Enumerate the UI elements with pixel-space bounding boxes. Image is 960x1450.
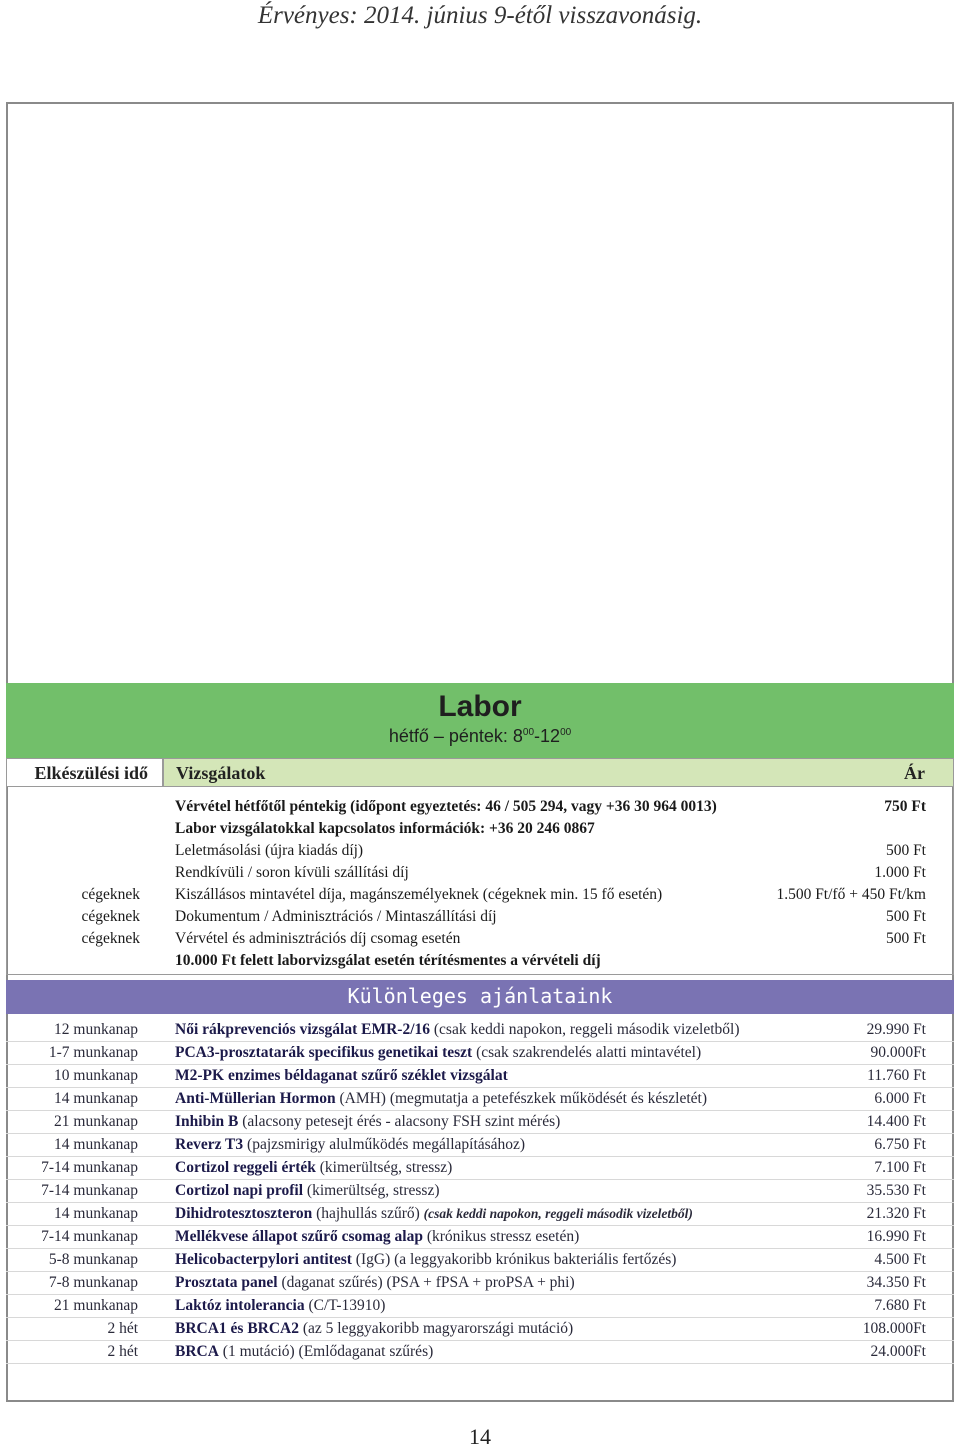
service-description: 10.000 Ft felett laborvizsgálat esetén térítésmentes a vérvételi díj	[175, 952, 601, 969]
offer-price: 29.990 Ft	[866, 1021, 926, 1038]
offer-row	[6, 1249, 954, 1272]
offer-description	[175, 1065, 508, 1087]
offer-detail: (1 mutáció) (Emlődaganat szűrés)	[218, 1343, 434, 1360]
offer-name: Helicobacterpylori antitest	[175, 1251, 352, 1268]
offer-name: Laktóz intolerancia	[175, 1297, 305, 1314]
service-row	[0, 818, 960, 840]
offer-detail: (csak szakrendelés alatti mintavétel)	[472, 1044, 702, 1061]
offer-row	[6, 1272, 954, 1295]
offer-name: Dihidrotesztoszteron	[175, 1205, 313, 1222]
offer-row	[6, 1088, 954, 1111]
service-row	[0, 950, 960, 972]
offer-description	[175, 1088, 707, 1110]
header-time: Elkészülési idő	[6, 758, 163, 787]
offer-row	[6, 1226, 954, 1249]
offer-turnaround: 2 hét	[107, 1343, 138, 1360]
service-description: Leletmásolási (újra kiadás díj)	[175, 842, 364, 859]
offer-description	[175, 1157, 452, 1179]
service-row	[0, 884, 960, 906]
offer-row	[6, 1065, 954, 1088]
offer-name: BRCA	[175, 1343, 219, 1360]
service-price: 750 Ft	[884, 798, 926, 815]
offer-name: Cortizol napi profil	[175, 1182, 304, 1199]
offer-detail: (alacsony petesejt érés - alacsony FSH szint mérés)	[238, 1113, 561, 1130]
offer-turnaround: 14 munkanap	[54, 1090, 138, 1107]
offer-detail: (az 5 leggyakoribb magyarországi mutáció)	[299, 1320, 574, 1337]
offer-price: 90.000Ft	[870, 1044, 926, 1061]
offer-row	[6, 1180, 954, 1203]
offer-detail: (hajhullás szűrő)	[312, 1205, 424, 1222]
offer-turnaround: 21 munkanap	[54, 1297, 138, 1314]
offer-name: Prosztata panel	[175, 1274, 278, 1291]
special-offers-list	[6, 1019, 954, 1364]
offer-price: 24.000Ft	[870, 1343, 926, 1360]
offer-row	[6, 1341, 954, 1364]
offer-note: (csak keddi napokon, reggeli második vizeletből)	[423, 1206, 693, 1221]
service-description: Vérvétel hétfőtől péntekig (időpont egyeztetés: 46 / 505 294, vagy +36 30 964 0013)	[175, 798, 717, 815]
service-price: 500 Ft	[885, 842, 926, 859]
service-audience: cégeknek	[81, 886, 140, 903]
offer-description	[175, 1295, 385, 1317]
offer-turnaround: 14 munkanap	[54, 1136, 138, 1153]
table-header	[6, 758, 954, 787]
offer-price: 4.500 Ft	[874, 1251, 926, 1268]
offer-description	[175, 1111, 560, 1133]
offer-description	[175, 1272, 575, 1294]
service-description: Kiszállásos mintavétel díja, magánszemélyeknek (cégeknek min. 15 fő esetén)	[175, 886, 663, 903]
offer-price: 108.000Ft	[862, 1320, 926, 1337]
offer-name: Inhibin B	[175, 1113, 239, 1130]
offer-turnaround: 7-8 munkanap	[48, 1274, 138, 1291]
offer-detail: (IgG) (a leggyakoribb krónikus bakteriális fertőzés)	[351, 1251, 677, 1268]
offer-price: 14.400 Ft	[866, 1113, 926, 1130]
offer-price: 16.990 Ft	[866, 1228, 926, 1245]
offer-price: 11.760 Ft	[867, 1067, 926, 1084]
offer-turnaround: 2 hét	[107, 1320, 138, 1337]
header-tests-cell	[163, 758, 954, 787]
offer-detail: (kimerültség, stressz)	[315, 1159, 453, 1176]
service-price: 500 Ft	[885, 930, 926, 947]
header-tests: Vizsgálatok	[176, 763, 266, 783]
offer-name: BRCA1 és BRCA2	[175, 1320, 299, 1337]
service-row	[0, 840, 960, 862]
offer-description	[175, 1019, 740, 1041]
offer-description	[175, 1226, 579, 1248]
offer-price: 34.350 Ft	[866, 1274, 926, 1291]
service-audience: cégeknek	[81, 908, 140, 925]
offer-price: 7.680 Ft	[874, 1297, 926, 1314]
special-offers-title: Különleges ajánlataink	[347, 984, 613, 1008]
page-number: 14	[469, 1424, 491, 1449]
offer-detail: (kimerültség, stressz)	[303, 1182, 440, 1199]
offer-description	[175, 1042, 701, 1064]
offer-detail: (C/T-13910)	[304, 1297, 386, 1314]
service-row	[0, 796, 960, 818]
offer-description	[175, 1318, 573, 1340]
offer-turnaround: 7-14 munkanap	[41, 1159, 138, 1176]
offer-turnaround: 10 munkanap	[54, 1067, 138, 1084]
offer-price: 21.320 Ft	[866, 1205, 926, 1222]
offer-turnaround: 21 munkanap	[54, 1113, 138, 1130]
offer-description	[175, 1249, 676, 1271]
offer-price: 7.100 Ft	[874, 1159, 926, 1176]
service-row	[0, 862, 960, 884]
service-description: Dokumentum / Adminisztrációs / Mintaszállítási díj	[175, 908, 497, 925]
offer-name: Mellékvese állapot szűrő csomag alap	[175, 1228, 423, 1245]
offer-row	[6, 1111, 954, 1134]
offer-turnaround: 7-14 munkanap	[41, 1228, 138, 1245]
offer-name: Anti-Müllerian Hormon	[175, 1090, 336, 1107]
offer-detail: (AMH) (megmutatja a petefészkek működését és készletét)	[335, 1090, 708, 1107]
offer-name: Női rákprevenciós vizsgálat EMR-2/16	[175, 1021, 431, 1038]
offer-row	[6, 1157, 954, 1180]
service-price: 500 Ft	[885, 908, 926, 925]
labor-title: Labor	[438, 690, 522, 723]
service-description: Labor vizsgálatokkal kapcsolatos információk: +36 20 246 0867	[175, 820, 595, 837]
offer-name: PCA3-prosztatarák specifikus genetikai teszt	[175, 1044, 473, 1061]
service-description: Rendkívüli / soron kívüli szállítási díj	[175, 864, 409, 881]
offer-description	[175, 1203, 693, 1225]
offer-turnaround: 7-14 munkanap	[41, 1182, 138, 1199]
validity-note: Érvényes: 2014. június 9-étől visszavonásig.	[257, 2, 703, 29]
service-row	[0, 906, 960, 928]
offer-row	[6, 1318, 954, 1341]
offer-price: 6.000 Ft	[874, 1090, 926, 1107]
offer-turnaround: 1-7 munkanap	[48, 1044, 138, 1061]
offer-turnaround: 5-8 munkanap	[48, 1251, 138, 1268]
header-price: Ár	[904, 763, 925, 783]
offer-row	[6, 1295, 954, 1318]
service-row	[0, 928, 960, 950]
offer-detail: (csak keddi napokon, reggeli második vizeletből)	[430, 1021, 740, 1038]
service-price: 1.500 Ft/fő + 450 Ft/km	[776, 886, 926, 903]
offer-turnaround: 12 munkanap	[54, 1021, 138, 1038]
service-audience: cégeknek	[81, 930, 140, 947]
offer-row	[6, 1134, 954, 1157]
offer-description	[175, 1341, 433, 1363]
offer-detail: (daganat szűrés) (PSA + fPSA + proPSA + phi)	[277, 1274, 575, 1291]
offer-price: 35.530 Ft	[866, 1182, 926, 1199]
opening-hours: hétfő – péntek: $8^{00}-12^{00}$	[388, 726, 572, 746]
offer-row	[6, 1203, 954, 1226]
service-price: 1.000 Ft	[874, 864, 926, 881]
offer-description	[175, 1134, 525, 1156]
offer-name: Reverz T3	[175, 1136, 244, 1153]
offer-row	[6, 1042, 954, 1065]
offer-description	[175, 1180, 439, 1202]
offer-row	[6, 1019, 954, 1042]
offer-name: M2-PK enzimes béldaganat szűrő széklet vizsgálat	[175, 1067, 508, 1084]
offer-turnaround: 14 munkanap	[54, 1205, 138, 1222]
offer-detail: (pajzsmirigy alulműködés megállapításához)	[243, 1136, 526, 1153]
service-description: Vérvétel és adminisztrációs díj csomag esetén	[175, 930, 461, 947]
offer-detail: (krónikus stressz esetén)	[422, 1228, 580, 1245]
offer-name: Cortizol reggeli érték	[175, 1159, 316, 1176]
offer-price: 6.750 Ft	[874, 1136, 926, 1153]
